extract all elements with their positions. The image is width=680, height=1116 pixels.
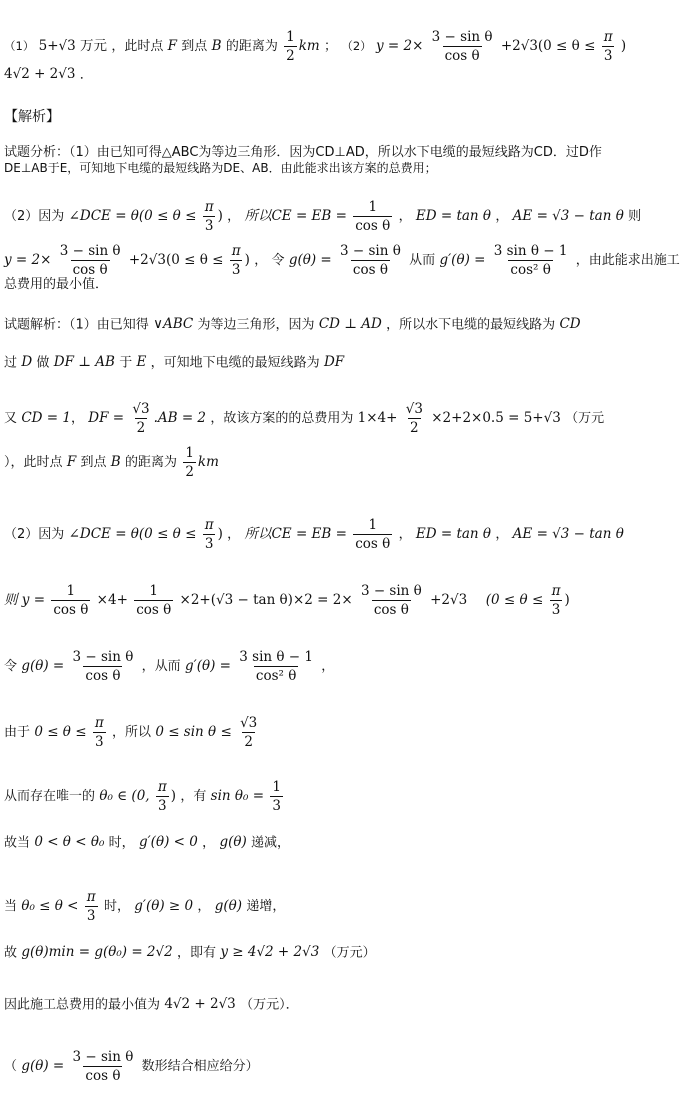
solution-part2-line-6: 故当 0 < θ < θ₀ 时， g′(θ) < 0 ， g(θ) 递减， [4, 834, 291, 851]
solution-part2-line-3: 令 g(θ) = $\frac{\text{3 − sin θ}}{\text{cos θ}}$ ，从而 g′(θ) = $\frac{\text{3 sin θ − 1}}{\text{cos² θ}}$ ， [4, 649, 335, 685]
analysis-part2-line-1: （2）因为 ∠DCE = θ(0 ≤ θ ≤ $\frac{\pi}{3}$ ) ， 所以CE = EB = $\frac{1}{\text{cos θ}}$ ， ED = tan θ ， AE = √3 − tan θ 则 [4, 199, 642, 235]
analysis-line-1: 试题分析：（1）由已知可得△ABC为等边三角形．因为CD⊥AD，所以水下电缆的最短线路为CD．过D作 [4, 145, 602, 160]
half-fraction: $\frac{1}{2}$ [286, 29, 295, 65]
solution-part2-line-8: 故 g(θ)min = g(θ₀) = 2√2 ，即有 y ≥ 4√2 + 2√3 （万元） [4, 944, 376, 961]
final-note: （ g(θ) = $\frac{\text{3 − sin θ}}{\text{cos θ}}$ 数形结合相应给分） [4, 1049, 259, 1085]
solution-part2-line-2: 则 y = $\frac{1}{\text{cos θ}}$ ×4+ $\frac{1}{\text{cos θ}}$ ×2+(√3 − tan θ)×2 = 2× $\frac{\text{3 − sin θ}}{\text{cos θ}}$ +2√3 (0 ≤ θ ≤ $\frac{\pi}{3}$ ) [4, 583, 570, 619]
analysis-part2-line-3: 总费用的最小值． [4, 277, 109, 292]
solution-part2-line-5: 从而存在唯一的 θ₀ ∈ (0, $\frac{\pi}{3}$ ) ，有 sin θ₀ = $\frac{1}{3}$ [4, 779, 281, 815]
min-value: 4√2 + 2√3 [4, 66, 76, 82]
part1-value: 5+√3 万元 [38, 37, 108, 54]
analysis-part2-line-2: y = 2× $\frac{\text{3 − sin θ}}{\text{cos θ}}$ +2√3(0 ≤ θ ≤ $\frac{\pi}{3}$ ) ， 令 g(θ) = $\frac{\text{3 − sin θ}}{\text{cos θ}}$ 从而 g′(θ) = $\frac{\text{3 sin θ − 1}}{\text{cos² θ}}$ ，由此能求出施工 [4, 243, 680, 279]
section-title: 【解析】 [4, 109, 60, 125]
part1-label: （1） [4, 38, 35, 53]
solution-part2-line-4: 由于 0 ≤ θ ≤ $\frac{\pi}{3}$ ，所以 0 ≤ sin θ ≤ $\frac{√3}{2}$ [4, 715, 258, 751]
answer-line-1: （1） 5+√3 万元 ，此时点 F 到点 B 的距离为 $\frac{1}{2}$ km ； （2） y = 2× $\frac{\text{3 − sin θ}}{\text{cos θ}}$ +2√3(0 ≤ θ ≤ $\frac{\pi}{3}$ ) [4, 29, 627, 65]
answer-line-2: 4√2 + 2√3 ． [4, 66, 93, 83]
solution-part2-line-1: （2）因为 ∠DCE = θ(0 ≤ θ ≤ $\frac{\pi}{3}$ ) ， 所以CE = EB = $\frac{1}{\text{cos θ}}$ ， ED = tan θ ， AE = √3 − tan θ [4, 517, 624, 553]
solution-line-2: 过 D 做 DF ⊥ AB 于 E ，可知地下电缆的最短线路为 DF [4, 354, 345, 371]
conclusion-line: 因此施工总费用的最小值为 4√2 + 2√3 （万元）． [4, 996, 299, 1013]
solution-part2-line-7: 当 θ₀ ≤ θ < $\frac{\pi}{3}$ 时， g′(θ) ≥ 0 ， g(θ) 递增， [4, 889, 286, 925]
cost-fraction: $\frac{\text{3 − sin θ}}{\text{cos θ}}$ [431, 29, 493, 65]
analysis-line-2: DE⊥AB于E，可知地下电缆的最短线路为DE、AB．由此能求出该方案的总费用； [4, 161, 437, 175]
solution-line-4: ），此时点 F 到点 B 的距离为 $\frac{1}{2}$ km [4, 445, 219, 481]
solution-line-1: 试题解析：（1）由已知得 ∨ABC 为等边三角形，因为 CD ⊥ AD ，所以水下电缆的最短线路为 CD [4, 316, 581, 333]
solution-line-3: 又 CD = 1， DF = $\frac{√3}{2}$ .AB = 2 ，故该方案的的总费用为 1×4+ $\frac{√3}{2}$ ×2+2×0.5 = 5+√3 （万元 [4, 401, 605, 437]
